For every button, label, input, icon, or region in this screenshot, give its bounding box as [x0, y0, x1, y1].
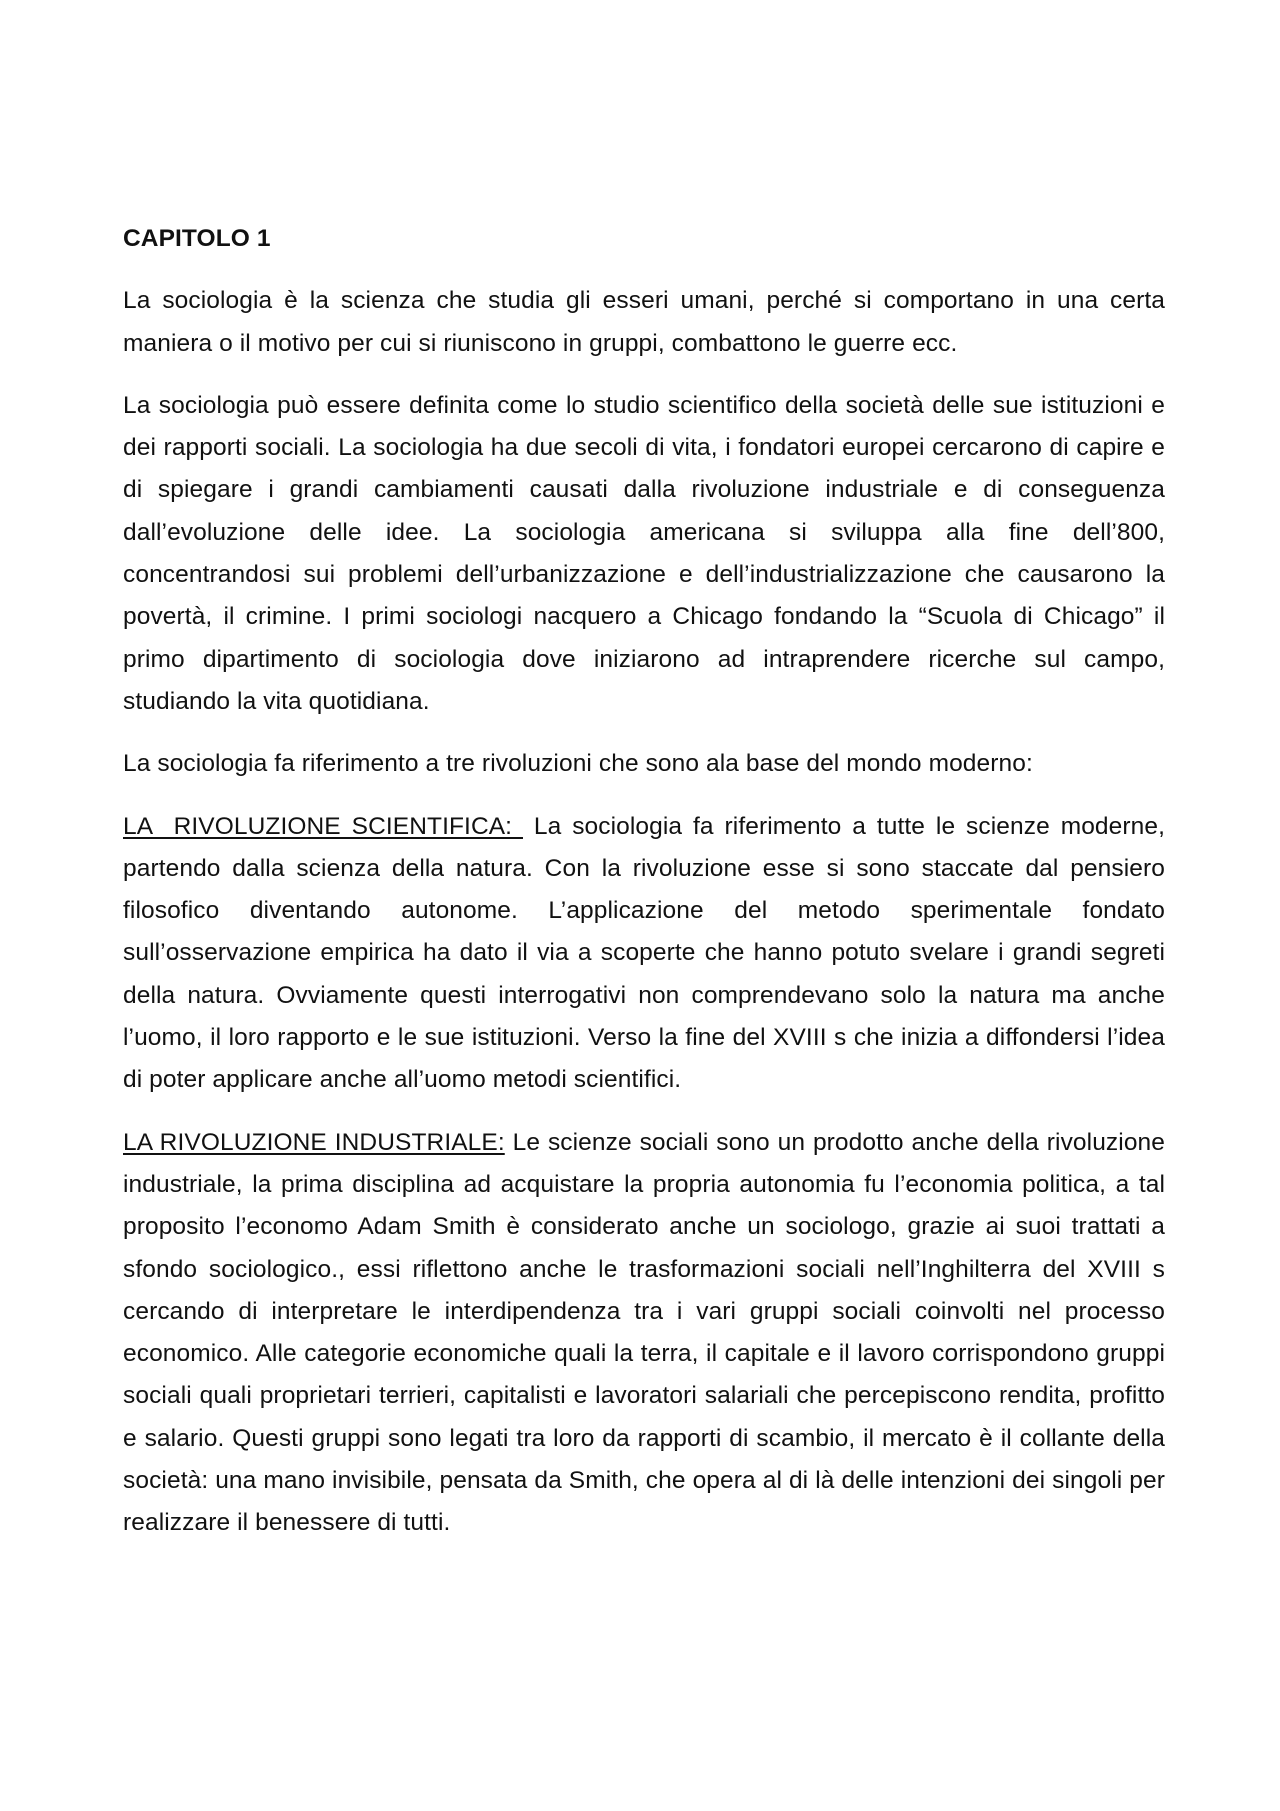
- document-page: [123, 218, 1165, 1565]
- chapter-heading: CAPITOLO 1: [123, 225, 271, 252]
- section-title-scientific: LA RIVOLUZIONE SCIENTIFICA:: [123, 812, 523, 840]
- paragraph-definition: La sociologia può essere definita come lo studio scientifico della società delle sue istituzioni e dei rapporti sociali. La sociologia ha due secoli di vita, i fondatori europei cercarono di capire e di spiegare i grandi cambiamenti causati dalla rivoluzione industriale e di conseguenza dall’evoluzione delle idee. La sociologia americana si sviluppa alla fine dell’800, concentrandosi sui problemi dell’urbanizzazione e dell’industrializzazione che causarono la povertà, il crimine. I primi sociologi nacquero a Chicago fondando la “Scuola di Chicago” il primo dipartimento di sociologia dove iniziarono ad intraprendere ricerche sul campo, studiando la vita quotidiana.: [123, 391, 1165, 715]
- section-text-scientific: La sociologia fa riferimento a tutte le scienze moderne, partendo dalla scienza della natura. Con la rivoluzione esse si sono staccate dal pensiero filosofico diventando autonome. L’applicazione del metodo sperimentale fondato sull’osservazione empirica ha dato il via a scoperte che hanno potuto svelare i grandi segreti della natura. Ovviamente questi interrogativi non comprendevano solo la natura ma anche l’uomo, il loro rapporto e le sue istituzioni. Verso la fine del XVIII s che inizia a diffondersi l’idea di poter applicare anche all’uomo metodi scientifici.: [123, 812, 1165, 1094]
- section-scientific-revolution: [123, 806, 1165, 1102]
- section-text-industrial: Le scienze sociali sono un prodotto anche della rivoluzione industriale, la prima disciplina ad acquistare la propria autonomia fu l’economia politica, a tal proposito l’economo Adam Smith è considerato anche un sociologo, grazie ai suoi trattati a sfondo sociologico., essi riflettono anche le trasformazioni sociali nell’Inghilterra del XVIII s cercando di interpretare le interdipendenza tra i vari gruppi sociali coinvolti nel processo economico. Alle categorie economiche quali la terra, il capitale e il lavoro corrispondono gruppi sociali quali proprietari terrieri, capitalisti e lavoratori salariali che percepiscono rendita, profitto e salario. Questi gruppi sono legati tra loro da rapporti di scambio, il mercato è il collante della società: una mano invisibile, pensata da Smith, che opera al di là delle intenzioni dei singoli per realizzare il benessere di tutti.: [123, 1128, 1165, 1537]
- paragraph-intro: La sociologia è la scienza che studia gli esseri umani, perché si comportano in una certa maniera o il motivo per cui si riuniscono in gruppi, combattono le guerre ecc.: [123, 287, 1165, 357]
- section-industrial-revolution: [123, 1122, 1165, 1545]
- paragraph-three-revolutions: La sociologia fa riferimento a tre rivoluzioni che sono ala base del mondo moderno:: [123, 750, 1033, 778]
- section-title-industrial: LA RIVOLUZIONE INDUSTRIALE:: [123, 1128, 505, 1156]
